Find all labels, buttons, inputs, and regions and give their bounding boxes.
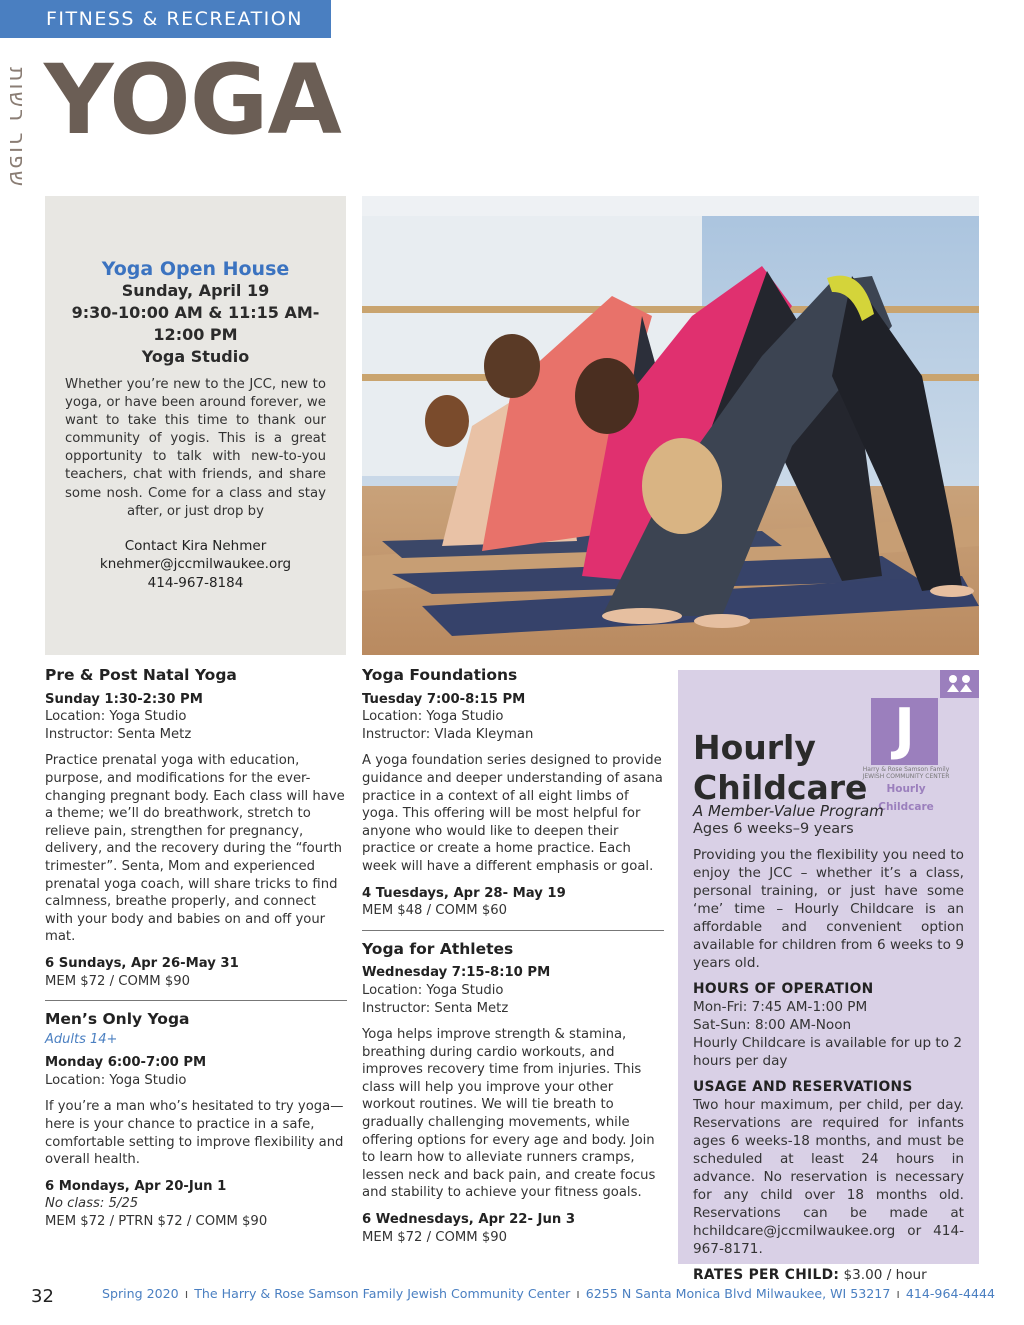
athletes-title: Yoga for Athletes: [362, 939, 514, 958]
hours-weekend: Sat-Sun: 8:00 AM-Noon: [693, 1017, 852, 1033]
athletes-pricing: [362, 1211, 664, 1246]
hours-weekday: Mon-Fri: 7:45 AM-1:00 PM: [693, 999, 868, 1015]
footer-org: The Harry & Rose Samson Family Jewish Community Center: [194, 1286, 571, 1301]
hourly-childcare-box: [678, 670, 979, 1283]
foundations-schedule: Tuesday 7:00-8:15 PM: [362, 691, 526, 707]
foundations-description: A yoga foundation series designed to provide guidance and deeper understanding of asana practice in a context of all eight limbs of yoga. This offering will be most helpful for anyone who would like to deepen their practice or create a home practice. Each week will have a different emphasis or goal.: [362, 753, 663, 874]
childcare-title-line2: Childcare: [693, 768, 868, 807]
contact-phone: 414-967-8184: [147, 574, 244, 591]
childcare-subtitle: A Member-Value Program: [693, 802, 884, 820]
childcare-intro: Providing you the flexibility you need to enjoy the JCC – whether it’s a class, personal training, or just have some ‘me’ time – Hourly Childcare is an affordable and convenient option available for children from 6 weeks to 9 years old.: [693, 847, 964, 971]
prenatal-sessions: 6 Sundays, Apr 26-May 31: [45, 955, 239, 971]
prenatal-description: Practice prenatal yoga with education, purpose, and modifications for the ever-changing pregnant body. Each class will have a theme; we’ll do breathwork, stretch to relieve pain, strengthen for pregnancy, delivery, and the recovery during the “fourth trimester”. Senta, Mom and experienced prenatal yoga coach, will share tricks to find calmness, breathe properly, and connect with your body and babies on and off your mat.: [45, 753, 345, 945]
hours-heading: HOURS OF OPERATION: [693, 981, 874, 997]
yoga-class-photo: [362, 196, 979, 655]
jcc-logo-name: Hourly Childcare: [878, 783, 934, 813]
column-left: [45, 667, 347, 1231]
open-house-description: Whether you’re new to the JCC, new to yoga, or have been around forever, we want to take this time to thank our community of yogis. This is a great opportunity to talk with new-to-you teachers, chat with friends, and share some nosh. Come for a class and stay after, or just drop by: [65, 377, 326, 519]
childcare-content: [693, 802, 964, 1284]
open-house-time: 9:30-10:00 AM & 11:15 AM-: [71, 303, 320, 322]
open-house-location: Yoga Studio: [141, 347, 250, 366]
rates-value: $3.00 / hour: [843, 1267, 927, 1283]
open-house-time-end: 12:00 PM: [153, 325, 238, 344]
foundations-pricing: [362, 885, 664, 920]
jcc-logo: J: [871, 698, 938, 765]
foundations-location: Location: Yoga Studio: [362, 709, 504, 725]
mens-ages: Adults 14+: [45, 1031, 118, 1047]
childcare-ages: Ages 6 weeks–9 years: [693, 821, 854, 837]
prenatal-title: Pre & Post Natal Yoga: [45, 666, 237, 684]
mens-price: MEM $72 / PTRN $72 / COMM $90: [45, 1214, 268, 1230]
athletes-description: Yoga helps improve strength & stamina, breathing during cardio workouts, and improves recovery time from injuries. This class will help you improve your other workout routines. We will tie breath to gradually challenging movements, while offering options for every age and body. Join to learn how to alleviate runners cramps, lessen neck and back pain, and create focus and stability to achieve your fitness goals.: [362, 1027, 656, 1201]
foundations-title: Yoga Foundations: [362, 666, 518, 684]
footer-season: Spring 2020: [102, 1286, 179, 1301]
foundations-sessions: 4 Tuesdays, Apr 28- May 19: [362, 885, 566, 901]
children-icon: [940, 670, 979, 698]
prenatal-schedule: Sunday 1:30-2:30 PM: [45, 691, 203, 707]
mens-sessions: 6 Mondays, Apr 20-Jun 1: [45, 1178, 227, 1194]
foundations-instructor: Instructor: Vlada Kleyman: [362, 726, 534, 742]
athletes-location: Location: Yoga Studio: [362, 982, 504, 998]
mens-location: Location: Yoga Studio: [45, 1072, 187, 1088]
jcc-logo-org: Harry & Rose Samson Family JEWISH COMMUNITY CENTER: [862, 766, 950, 780]
footer: Spring 2020 ı The Harry & Rose Samson Family Jewish Community Center ı 6255 N Santa Monica Blvd Milwaukee, WI 53217 ı 414-964-4444: [102, 1286, 996, 1301]
contact-name: Contact Kira Nehmer: [124, 537, 267, 554]
prenatal-price: MEM $72 / COMM $90: [45, 973, 190, 989]
prenatal-instructor: Instructor: Senta Metz: [45, 726, 192, 742]
mens-pricing: [45, 1178, 347, 1231]
open-house-box: [45, 196, 346, 655]
page-title: YOGA: [44, 44, 341, 156]
prenatal-location: Location: Yoga Studio: [45, 709, 187, 725]
usage-heading: USAGE AND RESERVATIONS: [693, 1079, 913, 1095]
section-tab: FITNESS & RECREATION: [0, 0, 331, 38]
mens-no-class: No class: 5/25: [45, 1196, 139, 1212]
column-middle: [362, 667, 664, 1246]
divider: [362, 930, 664, 931]
divider: [45, 1000, 347, 1001]
usage-body: Two hour maximum, per child, per day. Reservations are required for infants ages 6 weeks-18 months, and must be scheduled at least 24 hours in advance. No reservation is necessary for any child over 18 months old. Reservations can be made at hchildcare@jccmilwaukee.org or 414-967-8171.: [693, 1097, 964, 1257]
hours-note: Hourly Childcare is available for up to 2 hours per day: [693, 1035, 963, 1069]
hebrew-title: שפור רשות: [4, 66, 29, 188]
foundations-price: MEM $48 / COMM $60: [362, 903, 507, 919]
prenatal-pricing: [45, 955, 347, 990]
open-house-title: Yoga Open House: [101, 258, 290, 280]
athletes-instructor: Instructor: Senta Metz: [362, 1000, 509, 1016]
mens-description: If you’re a man who’s hesitated to try yoga—here is your chance to practice in a safe, comfortable setting to improve flexibility and overall health.: [45, 1099, 344, 1168]
athletes-price: MEM $72 / COMM $90: [362, 1229, 507, 1245]
page-number: 32: [31, 1286, 54, 1307]
childcare-title: [693, 728, 867, 808]
contact-email[interactable]: knehmer@jccmilwaukee.org: [99, 556, 292, 573]
childcare-title-line1: Hourly: [693, 728, 816, 767]
footer-address: 6255 N Santa Monica Blvd Milwaukee, WI 53217: [585, 1286, 891, 1301]
open-house-date: Sunday, April 19: [121, 281, 270, 300]
athletes-sessions: 6 Wednesdays, Apr 22- Jun 3: [362, 1212, 575, 1228]
open-house-contact: [65, 537, 326, 593]
mens-title: Men’s Only Yoga: [45, 1010, 190, 1029]
athletes-schedule: Wednesday 7:15-8:10 PM: [362, 965, 551, 981]
rates-label: RATES PER CHILD:: [693, 1267, 840, 1283]
mens-schedule: Monday 6:00-7:00 PM: [45, 1055, 207, 1071]
rates: [693, 1266, 964, 1284]
footer-phone: 414-964-4444: [905, 1286, 996, 1301]
